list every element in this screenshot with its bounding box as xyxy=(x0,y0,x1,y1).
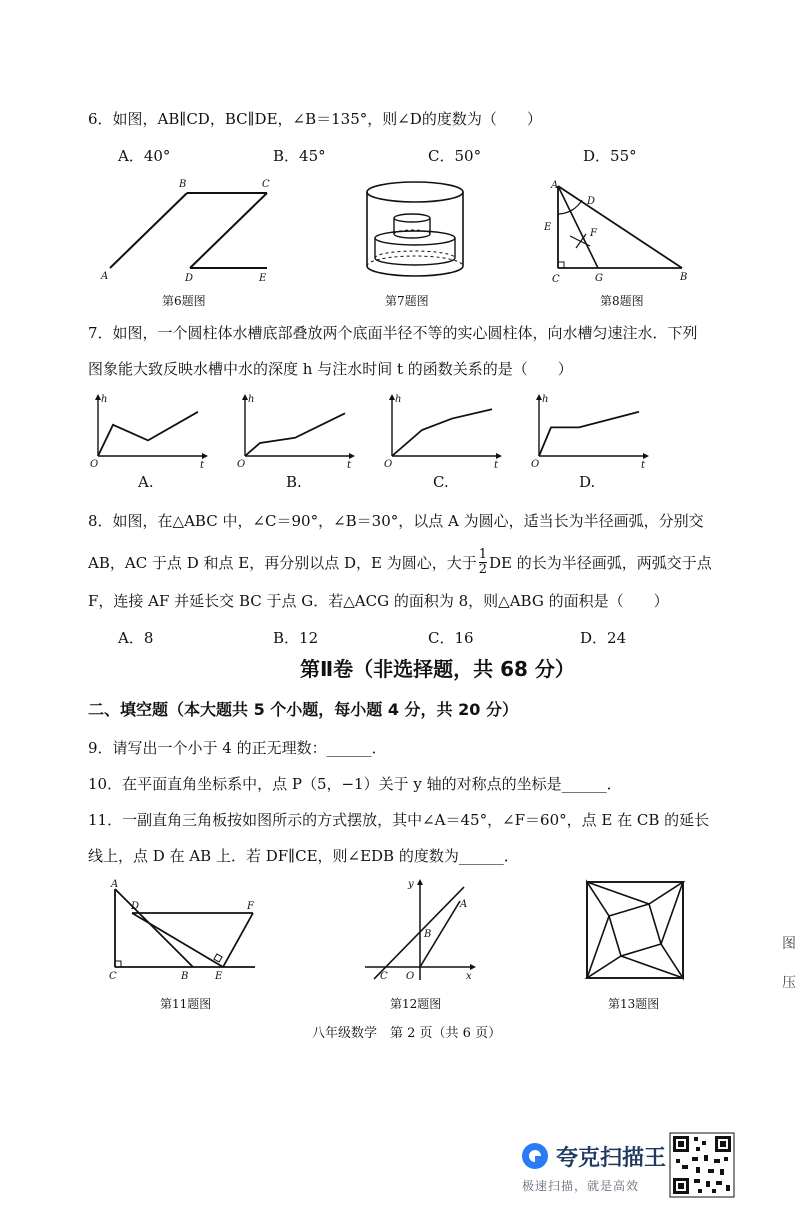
figure-12 xyxy=(360,875,480,985)
graph-curve xyxy=(539,412,639,456)
fig6-label-e: E xyxy=(259,273,267,284)
fig11-label-c: C xyxy=(109,971,117,982)
q8-option-d[interactable]: D．24 xyxy=(580,629,627,647)
origin-label: O xyxy=(90,459,99,470)
q10: 10．在平面直角坐标系中，点 P（5，−1）关于 y 轴的对称点的坐标是______． xyxy=(88,775,622,793)
q8-option-a[interactable]: A．8 xyxy=(118,629,154,647)
qr-code-icon xyxy=(670,1133,734,1197)
origin-label: O xyxy=(237,459,246,470)
origin-label: O xyxy=(531,459,540,470)
graph-label-d[interactable]: D. xyxy=(579,473,596,491)
fig8-label-f: F xyxy=(590,228,597,239)
scanner-slogan: 极速扫描，就是高效 xyxy=(522,1179,640,1193)
h-axis-label: h xyxy=(101,394,108,405)
graph-curve xyxy=(392,409,492,456)
q8-line-3: F，连接 AF 并延长交 BC 于点 G．若△ACG 的面积为 8，则△ABG 的面积是（ ） xyxy=(88,592,669,610)
t-axis-arrow-icon xyxy=(496,453,502,459)
graph-option-c[interactable] xyxy=(380,396,500,471)
q6-stem: 6．如图，AB∥CD，BC∥DE，∠B＝135°，则∠D的度数为（ ） xyxy=(88,110,542,128)
q8-option-b[interactable]: B．12 xyxy=(273,629,319,647)
fraction-one-half xyxy=(479,548,487,577)
graph-curve xyxy=(245,413,345,456)
fig8-label-b: B xyxy=(680,272,688,283)
fig8-caption: 第8题图 xyxy=(600,294,644,308)
graph-option-a[interactable] xyxy=(86,396,206,471)
fig11-label-b: B xyxy=(181,971,189,982)
q6-option-c[interactable]: C．50° xyxy=(428,147,482,165)
figure-6 xyxy=(95,175,285,290)
fig13-caption: 第13题图 xyxy=(608,997,660,1011)
fig8-label-a: A xyxy=(551,180,559,191)
figure-11 xyxy=(105,875,265,985)
fig6-label-c: C xyxy=(262,179,270,190)
fraction-denominator: 2 xyxy=(478,562,488,577)
q8-line-1: 8．如图，在△ABC 中，∠C＝90°，∠B＝30°，以点 A 为圆心，适当长为半径画弧，分别交 xyxy=(88,512,704,530)
fig8-label-d: D xyxy=(587,196,596,207)
fig6-caption: 第6题图 xyxy=(162,294,206,308)
q8-option-c[interactable]: C．16 xyxy=(428,629,474,647)
origin-label: O xyxy=(384,459,393,470)
fig11-label-a: A xyxy=(111,879,119,890)
h-axis-label: h xyxy=(395,394,402,405)
page-footer: 八年级数学 第 2 页（共 6 页） xyxy=(312,1026,502,1041)
t-axis-label: t xyxy=(641,460,646,471)
graph-curve xyxy=(98,412,198,456)
fig11-label-d: D xyxy=(131,901,140,912)
fig6-label-a: A xyxy=(101,271,109,282)
fig11-label-e: E xyxy=(215,971,223,982)
q11-line-2: 线上，点 D 在 AB 上．若 DF∥CE，则∠EDB 的度数为______． xyxy=(88,847,519,865)
q8-line-2 xyxy=(88,548,712,577)
graph-option-d[interactable] xyxy=(527,396,647,471)
fig12-caption: 第12题图 xyxy=(390,997,442,1011)
t-axis-arrow-icon xyxy=(202,453,208,459)
t-axis-label: t xyxy=(200,460,205,471)
graph-label-b[interactable]: B. xyxy=(286,473,302,491)
q6-option-a[interactable]: A．40° xyxy=(118,147,171,165)
fig11-caption: 第11题图 xyxy=(160,997,212,1011)
t-axis-arrow-icon xyxy=(349,453,355,459)
q8-line-2a: AB，AC 于点 D 和点 E，再分别以点 D，E 为圆心，大于 xyxy=(88,553,477,572)
graph-label-c[interactable]: C. xyxy=(433,473,449,491)
h-axis-label: h xyxy=(542,394,549,405)
q7-line-1: 7．如图，一个圆柱体水槽底部叠放两个底面半径不等的实心圆柱体，向水槽匀速注水．下列 xyxy=(88,324,698,342)
q8-line-2b: DE 的长为半径画弧，两弧交于点 xyxy=(489,553,712,572)
scanner-name: 夸克扫描王 xyxy=(556,1146,667,1171)
fig6-label-b: B xyxy=(179,179,187,190)
part2-title: 第Ⅱ卷（非选择题，共 68 分） xyxy=(300,657,575,681)
fig8-label-c: C xyxy=(552,274,560,285)
fig12-label-x: x xyxy=(466,971,472,982)
fraction-numerator: 1 xyxy=(478,547,488,562)
t-axis-label: t xyxy=(347,460,352,471)
t-axis-arrow-icon xyxy=(643,453,649,459)
figure-7 xyxy=(360,178,470,288)
fig11-label-f: F xyxy=(247,901,254,912)
graph-option-b[interactable] xyxy=(233,396,353,471)
fig12-label-b: B xyxy=(424,929,432,940)
fig8-label-e: E xyxy=(544,222,552,233)
fig12-label-o: O xyxy=(406,971,415,982)
q7-line-2: 图象能大致反映水槽中水的深度 h 与注水时间 t 的函数关系的是（ ） xyxy=(88,360,573,378)
fig12-label-a: A xyxy=(460,899,468,910)
edge-glyph-2: 压 xyxy=(782,975,796,991)
section2-title: 二、填空题（本大题共 5 个小题，每小题 4 分，共 20 分） xyxy=(88,700,518,719)
q6-option-d[interactable]: D．55° xyxy=(583,147,637,165)
graph-label-a[interactable]: A. xyxy=(138,473,154,491)
figure-8 xyxy=(540,178,700,288)
q11-line-1: 11．一副直角三角板按如图所示的方式摆放，其中∠A＝45°，∠F＝60°，点 E 在 CB 的延长 xyxy=(88,811,710,829)
fig8-label-g: G xyxy=(595,273,603,284)
figure-13 xyxy=(585,880,685,980)
h-axis-label: h xyxy=(248,394,255,405)
q6-option-b[interactable]: B．45° xyxy=(273,147,326,165)
q9: 9．请写出一个小于 4 的正无理数：______． xyxy=(88,739,387,757)
fig7-caption: 第7题图 xyxy=(385,294,429,308)
edge-glyph-1: 图 xyxy=(782,936,796,952)
fig12-label-c: C xyxy=(380,971,388,982)
fig12-label-y: y xyxy=(408,879,414,890)
fig6-label-d: D xyxy=(185,273,194,284)
scanner-logo-icon xyxy=(520,1141,550,1171)
t-axis-label: t xyxy=(494,460,499,471)
